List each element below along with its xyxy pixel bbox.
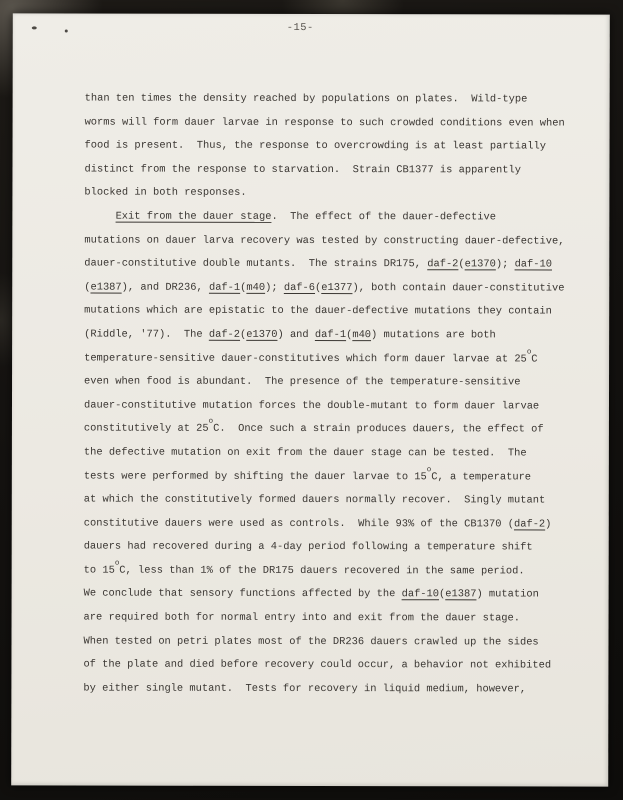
text-line: dauers had recovered during a 4-day period following a temperature shift [83,540,533,554]
text-line: at which the constitutively formed dauers normally recover. Singly mutant [83,493,546,507]
document-page [11,13,610,786]
text-line: temperature-sensitive dauer-constitutives which form dauer larvae at 25$^o$C [84,348,538,366]
text-line: mutations on dauer larva recovery was tested by constructing dauer-defective, [84,234,565,248]
text-line: than ten times the density reached by populations on plates. Wild-type [84,92,528,106]
text-line: by either single mutant. Tests for recovery in liquid medium, however, [83,682,527,696]
text-line: even when food is abundant. The presence of the temperature-sensitive [84,375,521,389]
text-line: to 15$^o$C, less than 1% of the DR175 dauers recovered in the same period. [83,559,525,578]
text-line: dauer-constitutive double mutants. The strains DR175, daf-2(e1370); daf-10 [84,257,553,271]
text-line: constitutively at 25$^o$C. Once such a strain produces dauers, the effect of [83,418,544,436]
text-line: (e1387), and DR236, daf-1(m40); daf-6(e1377), both contain dauer-constitutive [84,281,565,295]
text-line: (Riddle, '77). The daf-2(e1370) and daf-1(m40) mutations are both [84,328,496,342]
page-number: -15- [286,21,314,35]
text-line: distinct from the response to starvation. Strain CB1377 is apparently [84,163,521,177]
text-line: food is present. Thus, the response to overcrowding is at least partially [84,139,546,153]
text-line: blocked in both responses. [84,186,247,200]
document-body [83,88,584,702]
text-line: dauer-constitutive mutation forces the double-mutant to form dauer larvae [83,399,540,413]
text-line: Exit from the dauer stage. The effect of the dauer-defective [115,210,496,224]
text-line: of the plate and died before recovery could occur, a behavior not exhibited [83,658,552,672]
text-line: We conclude that sensory functions affected by the daf-10(e1387) mutation [83,587,539,601]
text-line: the defective mutation on exit from the dauer stage can be tested. The [83,446,527,460]
text-line: tests were performed by shifting the dauer larvae to 15$^o$C, a temperature [83,465,532,483]
text-line: worms will form dauer larvae in response to such crowded conditions even when [84,116,565,130]
text-line: mutations which are epistatic to the dauer-defective mutations they contain [84,304,552,318]
text-line: are required both for normal entry into and exit from the dauer stage. [83,611,521,625]
text-line: constitutive dauers were used as controls. While 93% of the CB1370 (daf-2) [83,517,552,531]
text-line: When tested on petri plates most of the DR236 dauers crawled up the sides [83,635,539,649]
